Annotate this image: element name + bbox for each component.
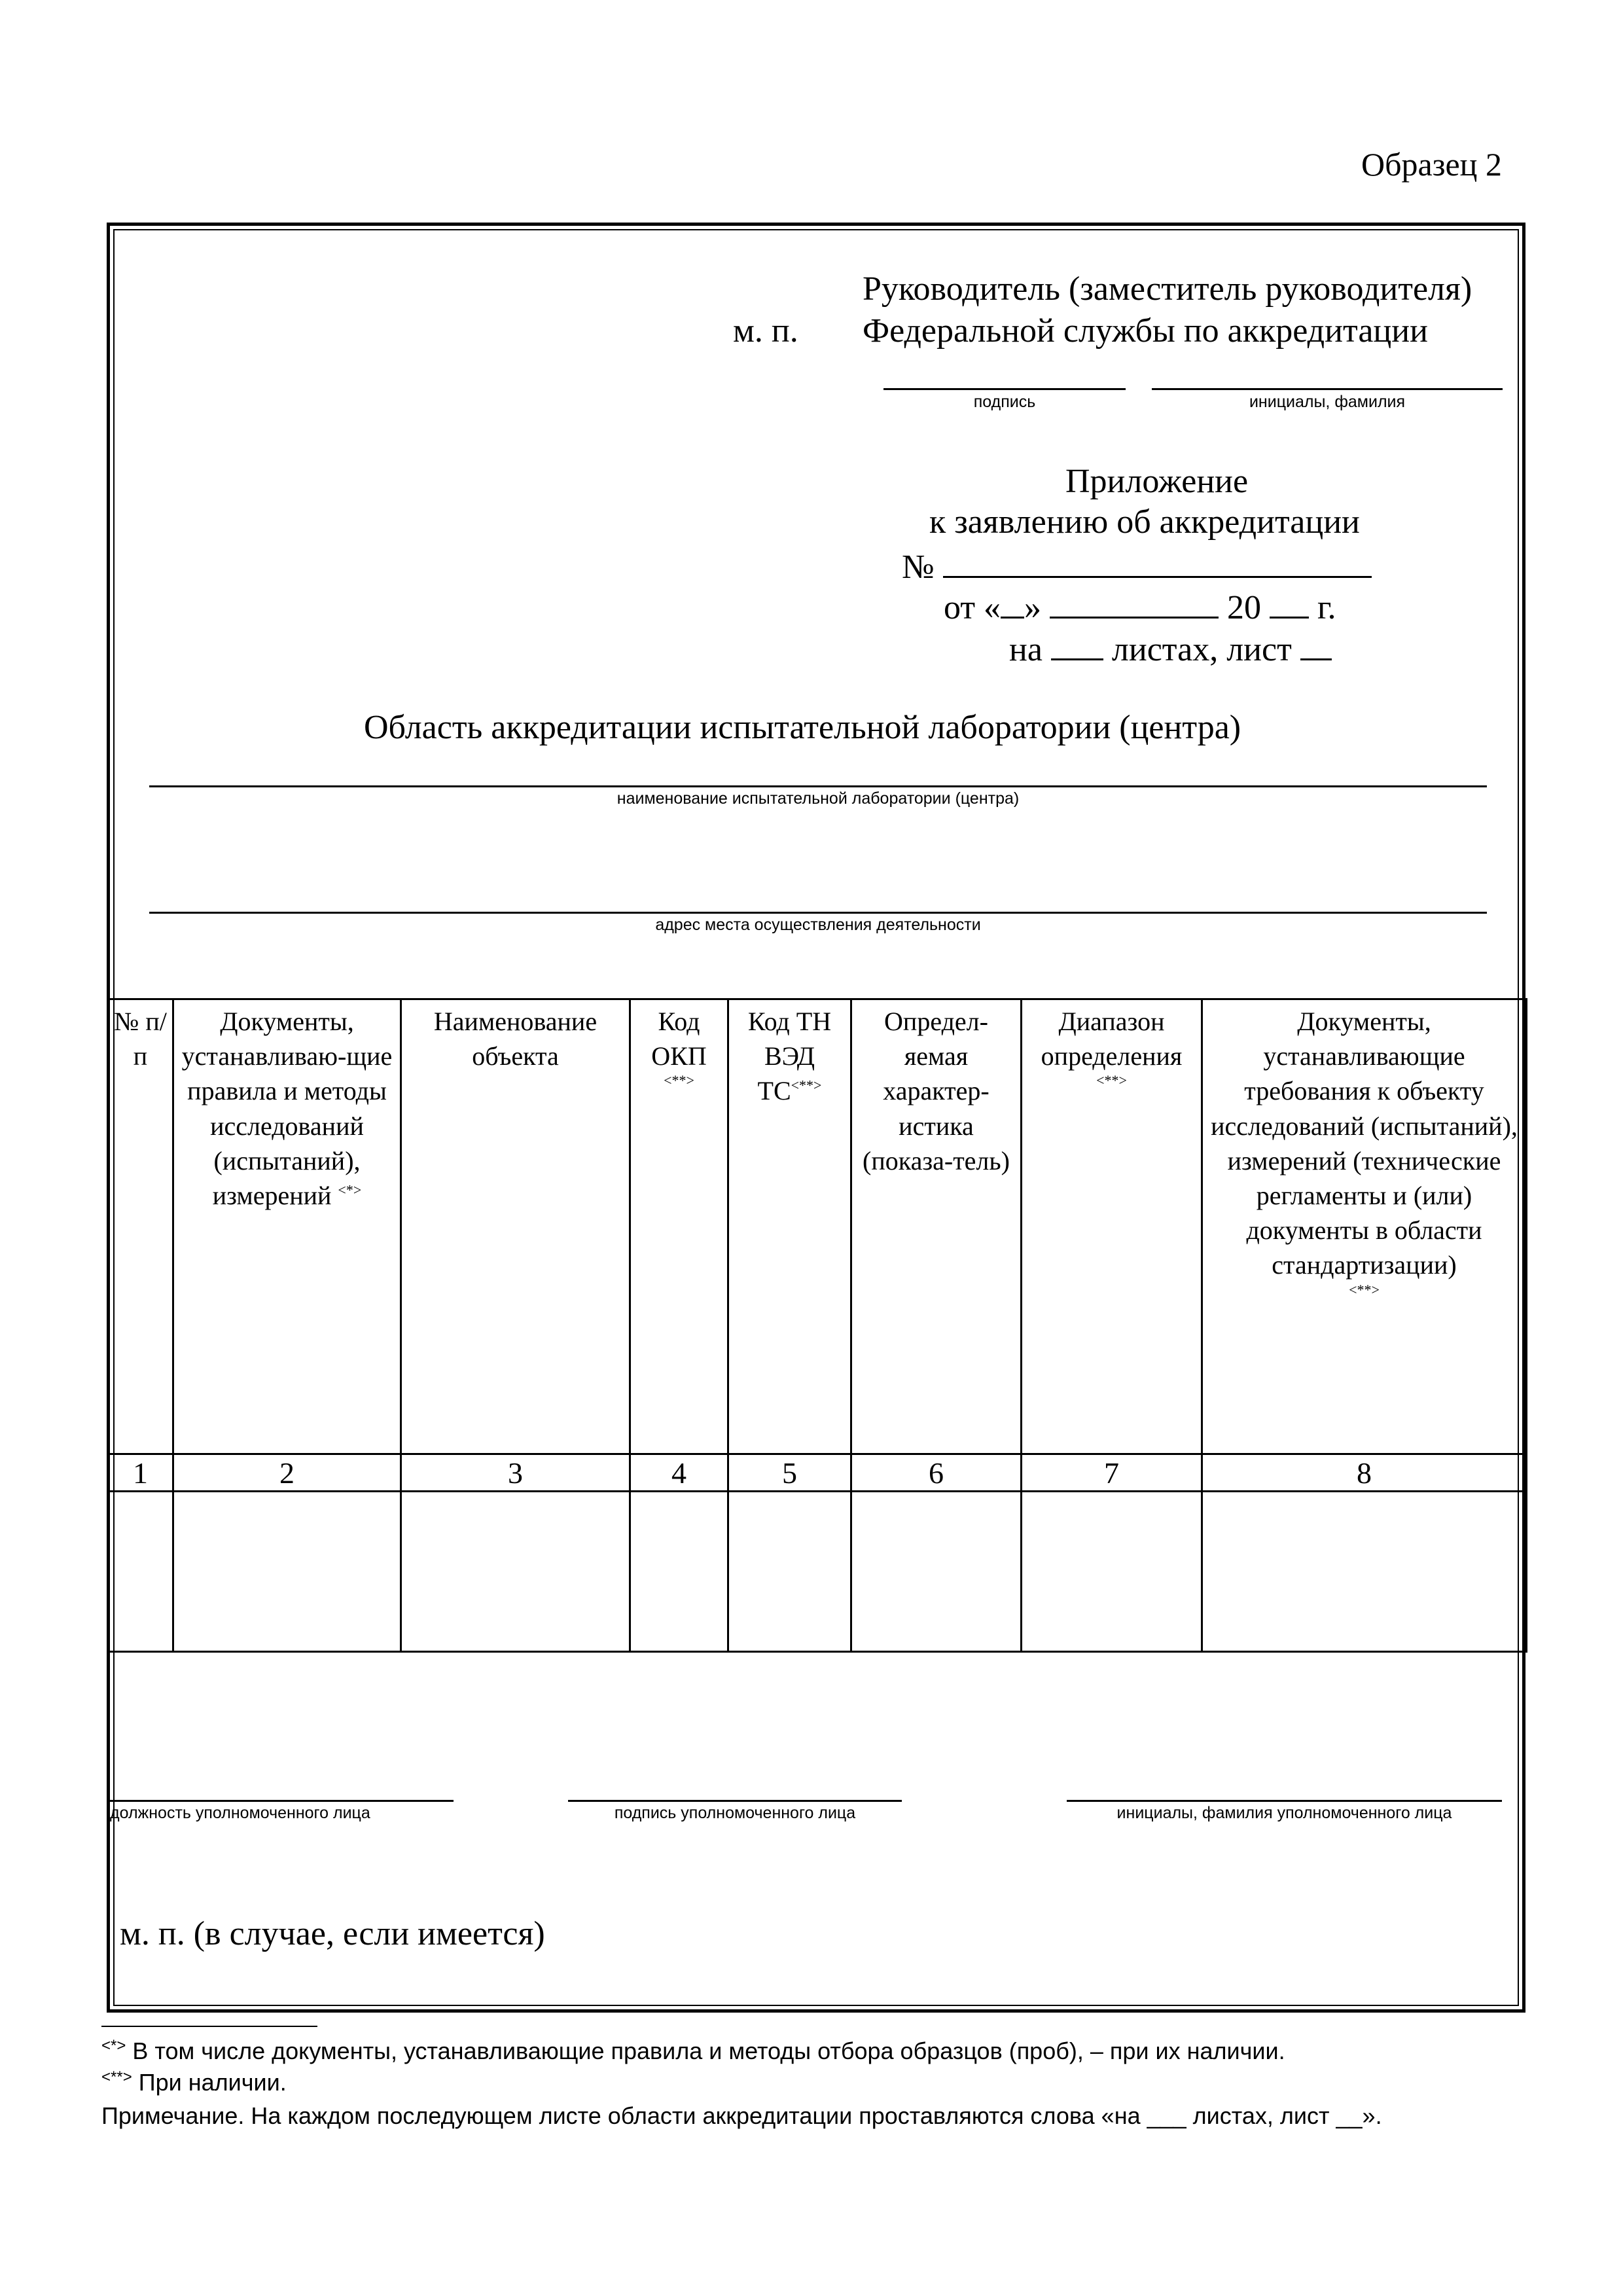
appendix-number-row (902, 545, 1372, 586)
year-field[interactable] (1270, 585, 1309, 619)
number-label: № (902, 548, 935, 586)
sheets-prefix: на (1009, 631, 1043, 668)
position-caption: должность уполномоченного лица (110, 1804, 370, 1822)
remark: Примечание. На каждом последующем листе области аккредитации проставляются слова «на ___ листах, лист __». (101, 2102, 1382, 2129)
scope-title: Область аккредитации испытательной лаборатории (центра) (364, 709, 1241, 746)
footnote-mark: <**> (101, 2068, 132, 2086)
footnote-ref: <*> (338, 1181, 362, 1198)
col-header-requirements: Документы, устанавливающие требования к объекту исследований (испытаний), измерений (технические регламенты и (или) документы в области стандартизации) <**> (1202, 999, 1527, 1454)
table-cell: 5 (728, 1454, 851, 1492)
sample-label: Образец 2 (1361, 146, 1502, 183)
name-line (1067, 1800, 1502, 1802)
address-caption: адрес места осуществления деятельности (655, 916, 981, 934)
accreditation-table (107, 998, 1527, 1653)
table-input-cell[interactable] (630, 1492, 728, 1652)
footnote-ref: <**> (664, 1072, 694, 1089)
head-title-line1: Руководитель (заместитель руководителя) (863, 270, 1472, 308)
table-header-row (108, 999, 1527, 1454)
table-input-cell[interactable] (851, 1492, 1022, 1652)
table-cell: 3 (401, 1454, 630, 1492)
stamp-label: м. п. (733, 312, 798, 350)
year-suffix: г. (1317, 589, 1336, 626)
position-line (110, 1800, 454, 1802)
signature-line (568, 1800, 902, 1802)
table-cell: 8 (1202, 1454, 1527, 1492)
head-title-line2: Федеральной службы по аккредитации (863, 312, 1428, 350)
address-line (149, 912, 1487, 914)
table-row (108, 1492, 1527, 1652)
head-name-line (1152, 388, 1503, 390)
sheets-mid: листах, лист (1111, 631, 1292, 668)
date-mid: » (1024, 589, 1042, 626)
col-header-number: № п/п (108, 999, 173, 1454)
number-field[interactable] (943, 545, 1372, 578)
date-prefix: от « (944, 589, 1001, 626)
appendix-title: Приложение (1065, 463, 1249, 500)
footnote-separator (101, 2026, 317, 2027)
col-header-methods: Документы, устанавливаю-щие правила и методы исследований (испытаний), измерений <*> (173, 999, 401, 1454)
table-cell: 4 (630, 1454, 728, 1492)
footnote-ref: <**> (1096, 1072, 1127, 1089)
day-field[interactable] (1001, 585, 1024, 619)
footnote-mark: <*> (101, 2037, 126, 2054)
head-signature-line (883, 388, 1126, 390)
appendix-subtitle: к заявлению об аккредитации (929, 503, 1360, 541)
col-header-range: Диапазон определения <**> (1022, 999, 1202, 1454)
appendix-date-row (944, 585, 1336, 627)
col-header-characteristic: Определ-яемая характер-истика (показа-тель) (851, 999, 1022, 1454)
lab-name-line (149, 785, 1487, 787)
stamp-note: м. п. (в случае, если имеется) (120, 1915, 545, 1952)
table-cell: 7 (1022, 1454, 1202, 1492)
lab-name-caption: наименование испытательной лаборатории (центра) (616, 789, 1020, 808)
sheet-number-field[interactable] (1300, 627, 1332, 660)
head-name-caption: инициалы, фамилия (1249, 393, 1406, 411)
table-input-cell[interactable] (728, 1492, 851, 1652)
sheets-total-field[interactable] (1051, 627, 1103, 660)
table-cell: 1 (108, 1454, 173, 1492)
footnote-ref: <**> (791, 1077, 822, 1094)
head-signature-caption: подпись (973, 393, 1036, 411)
table-input-cell[interactable] (1202, 1492, 1527, 1652)
table-cell: 6 (851, 1454, 1022, 1492)
table-input-cell[interactable] (108, 1492, 173, 1652)
footnote-1 (101, 2037, 1285, 2065)
footnote-2 (101, 2068, 287, 2096)
year-prefix: 20 (1227, 589, 1262, 626)
table-input-cell[interactable] (173, 1492, 401, 1652)
footnote-text: В том числе документы, устанавливающие правила и методы отбора образцов (проб), – при их наличии. (132, 2037, 1285, 2064)
signature-caption: подпись уполномоченного лица (614, 1804, 856, 1822)
table-input-cell[interactable] (401, 1492, 630, 1652)
table-number-row (108, 1454, 1527, 1492)
table-cell: 2 (173, 1454, 401, 1492)
col-header-tnved: Код ТН ВЭД ТС<**> (728, 999, 851, 1454)
month-field[interactable] (1050, 585, 1219, 619)
table-input-cell[interactable] (1022, 1492, 1202, 1652)
col-header-object: Наименование объекта (401, 999, 630, 1454)
footnote-ref: <**> (1349, 1281, 1380, 1298)
col-header-okp: Код ОКП <**> (630, 999, 728, 1454)
appendix-sheets-row (1009, 627, 1332, 669)
name-caption: инициалы, фамилия уполномоченного лица (1116, 1804, 1452, 1822)
footnote-text: При наличии. (138, 2069, 287, 2096)
